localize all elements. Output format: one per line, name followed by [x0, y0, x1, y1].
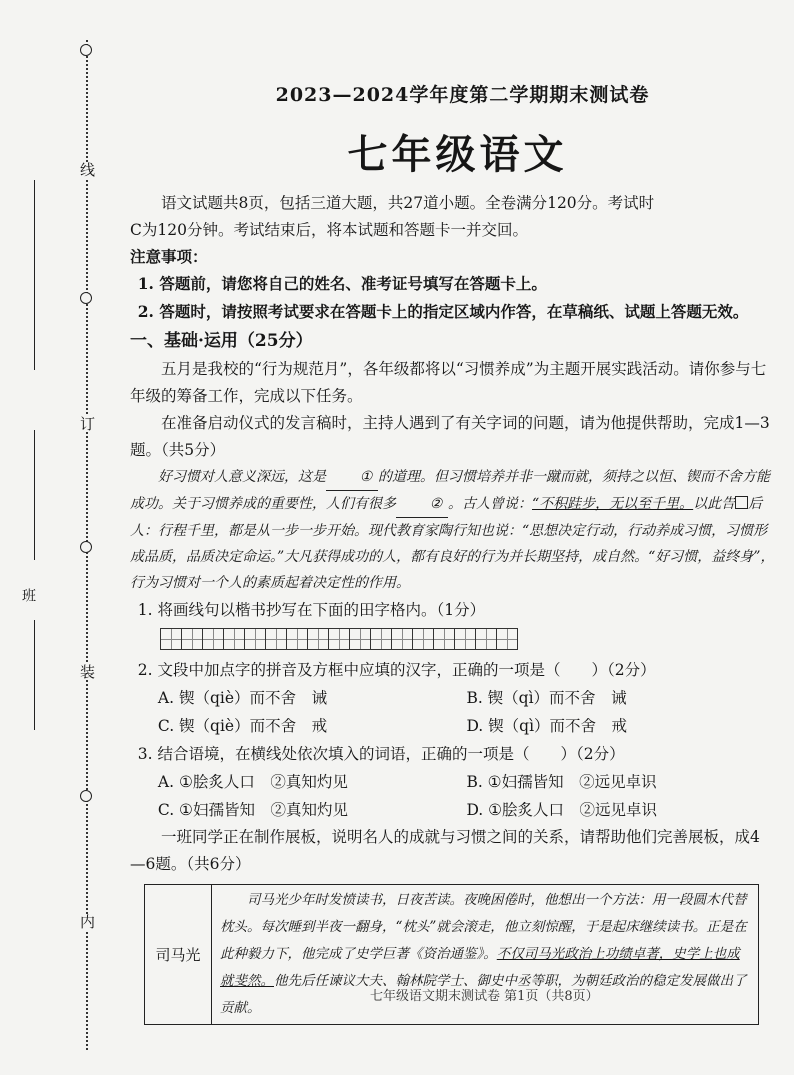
- binding-margin: [0, 0, 110, 1075]
- option-a: A. ①脍炙人口 ②真知灼见: [157, 773, 348, 791]
- underlined-sentence: 不仅司马光政治上功绩卓著，史学上也成就斐然。: [220, 946, 740, 989]
- option-a: A. 锲（qiè）而不舍 诫: [157, 689, 327, 707]
- grid-cell: [475, 628, 497, 650]
- notes-title: 注意事项：: [130, 247, 208, 266]
- grid-cell: [391, 628, 413, 650]
- fill-in-box: [735, 496, 748, 509]
- binding-char-ding: 订: [80, 415, 96, 433]
- class-write-line-bottom: [34, 620, 35, 730]
- note-item: 2. 答题时，请按照考试要求在答题卡上的指定区域内作答，在草稿纸、试题上答题无效。: [137, 302, 749, 321]
- option-d: D. 锲（qì）而不舍 戒: [466, 717, 628, 735]
- grid-cell: [307, 628, 329, 650]
- question-3-options: [130, 796, 775, 824]
- question-3: 3. 结合语境，在横线处依次填入的词语，正确的一项是（ ）（2分）: [137, 745, 625, 763]
- section-heading: 一、基础·运用（25分）: [130, 331, 313, 351]
- grid-cell: [349, 628, 371, 650]
- grid-cell: [328, 628, 350, 650]
- grid-cell: [433, 628, 455, 650]
- page-footer: 七年级语文期末测试卷 第1页（共8页）: [370, 989, 599, 1004]
- question-2-options: [130, 684, 775, 712]
- task-intro: 五月是我校的“行为规范月”，各年级都将以“习惯养成”为主题开展实践活动。请你参与七年级的筹备工作，完成以下任务。: [130, 360, 767, 405]
- reading-passage: 好习惯对人意义深远，这是 ① 的道理。但习惯培养并非一蹴而就，须持之以恒、锲而不舍方能成功。关于习惯养成的重要性，人们有很多 ② 。古人曾说：“不积跬步，无以至千里。以此告 后人：行程千里，都是从一步一步开始。现代教育家陶行知也说：“思想决定行动，行动养成习惯，习惯形成品质，品质决定命运。”大凡获得成功的人，都有良好的行为并长期坚持，成自然。“好习惯，益终身”，行为习惯对一个人的素质起着决定性的作用。: [130, 464, 775, 596]
- option-d: D. ①脍炙人口 ②远见卓识: [466, 801, 658, 819]
- binding-circle: [80, 541, 92, 553]
- grid-cell: [223, 628, 245, 650]
- exam-title: 2023—2024学年度第二学期期末测试卷: [275, 84, 650, 106]
- grid-cell: [454, 628, 476, 650]
- grid-cell: [160, 628, 182, 650]
- class-write-line-top: [34, 430, 35, 560]
- intro-line-1: 语文试题共8页，包括三道大题，共27道小题。全卷满分120分。考试时: [161, 194, 655, 212]
- option-c: C. ①妇孺皆知 ②真知灼见: [157, 801, 348, 819]
- grid-cell: [181, 628, 203, 650]
- blank-2: ②: [396, 491, 448, 518]
- grid-cell: [244, 628, 266, 650]
- class-label: 班: [20, 588, 36, 602]
- binding-char-xian: 线: [80, 161, 96, 179]
- grid-cell: [412, 628, 434, 650]
- subject-title: 七年级语文: [347, 131, 568, 178]
- underlined-sentence: “不积跬步，无以至千里。: [532, 496, 694, 512]
- task-instruction: 在准备启动仪式的发言稿时，主持人遇到了有关字词的问题，请为他提供帮助，完成1—3题。（共5分）: [130, 414, 770, 459]
- question-2: 2. 文段中加点字的拼音及方框中应填的汉字，正确的一项是（ ）（2分）: [137, 661, 656, 679]
- question-2-options: [130, 712, 775, 740]
- question-1: 1. 将画线句以楷书抄写在下面的田字格内。（1分）: [137, 601, 486, 619]
- blank-1: ①: [326, 464, 378, 491]
- grid-cell: [496, 628, 518, 650]
- binding-circle: [80, 44, 92, 56]
- question-3-options: [130, 768, 775, 796]
- binding-circle: [80, 292, 92, 304]
- exam-page: [130, 80, 775, 1025]
- option-c: C. 锲（qiè）而不舍 戒: [157, 717, 328, 735]
- person-name: 司马光: [145, 885, 212, 1025]
- tianzige-grid: [160, 628, 775, 650]
- display-board-intro: 一班同学正在制作展板，说明名人的成就与习惯之间的关系，请帮助他们完善展板，成4—6题。（共6分）: [130, 828, 760, 873]
- grid-cell: [265, 628, 287, 650]
- intro-line-2: C为120分钟。考试结束后，将本试题和答题卡一并交回。: [130, 221, 528, 239]
- note-item: 1. 答题前，请您将自己的姓名、准考证号填写在答题卡上。: [137, 274, 547, 293]
- binding-char-zhuang: 装: [80, 663, 96, 681]
- name-write-line: [34, 180, 35, 370]
- option-b: B. 锲（qì）而不舍 诫: [466, 689, 627, 707]
- person-story: 司马光少年时发愤读书，日夜苦读。夜晚困倦时，他想出一个方法：用一段圆木代替枕头。每次睡到半夜一翻身，“枕头”就会滚走，他立刻惊醒，于是起床继续读书。正是在此种毅力下，他完成了史学巨著《资治通鉴》。不仅司马光政治上功绩卓著，史学上也成就斐然。他先后任谏议大夫、翰林院学士、御史中丞等职，为朝廷政治的稳定发展做出了贡献。: [212, 885, 759, 1025]
- option-b: B. ①妇孺皆知 ②远见卓识: [466, 773, 657, 791]
- binding-char-nei: 内: [80, 913, 96, 931]
- grid-cell: [370, 628, 392, 650]
- grid-cell: [202, 628, 224, 650]
- binding-circle: [80, 790, 92, 802]
- grid-cell: [286, 628, 308, 650]
